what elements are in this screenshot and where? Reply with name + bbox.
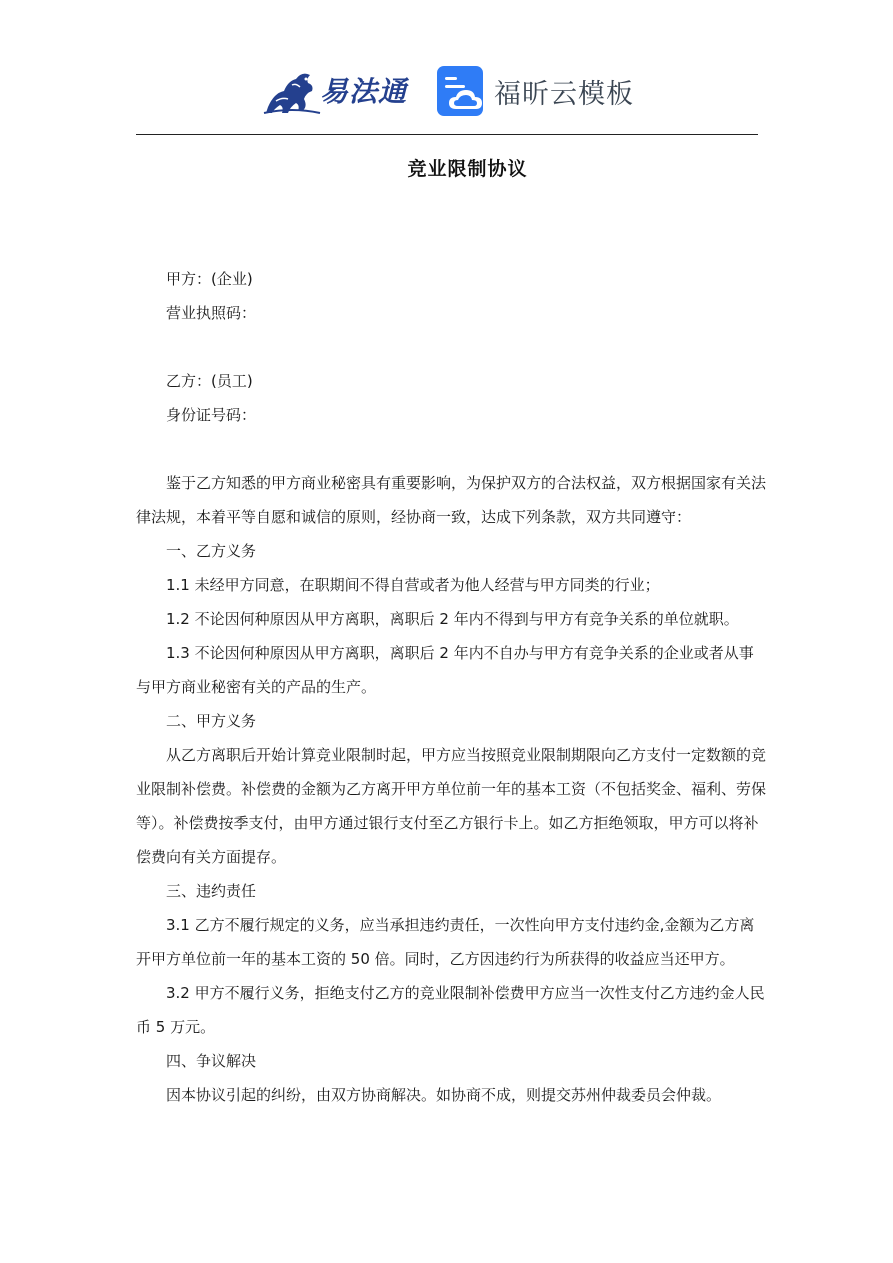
intro-paragraph: 鉴于乙方知悉的甲方商业秘密具有重要影响，为保护双方的合法权益，双方根据国家有关法律法规，本着平等自愿和诚信的原则，经协商一致，达成下列条款，双方共同遵守： bbox=[136, 474, 767, 526]
party-a-label: 甲方：(企业) bbox=[166, 270, 253, 288]
qilin-emblem-icon bbox=[262, 63, 322, 117]
clause-1-1: 1.1 未经甲方同意，在职期间不得自营或者为他人经营与甲方同类的行业； bbox=[166, 576, 660, 594]
yifatong-logo-text: 易法通 bbox=[320, 75, 408, 108]
clause-3-1: 3.1 乙方不履行规定的义务，应当承担违约责任，一次性向甲方支付违约金,金额为乙方离开甲方单位前一年的基本工资的 50 倍。同时，乙方因违约行为所获得的收益应当还甲方。 bbox=[136, 916, 755, 968]
party-a-license: 营业执照码： bbox=[166, 304, 257, 322]
fuxin-logo-text: 福昕云模板 bbox=[494, 78, 634, 110]
party-b-id: 身份证号码： bbox=[166, 406, 257, 424]
clause-1-2: 1.2 不论因何种原因从甲方离职，离职后 2 年内不得到与甲方有竞争关系的单位就职。 bbox=[166, 610, 739, 628]
section-3-heading: 三、违约责任 bbox=[166, 882, 257, 900]
section-2-body: 从乙方离职后开始计算竞业限制时起，甲方应当按照竞业限制期限向乙方支付一定数额的竞业限制补偿费。补偿费的金额为乙方离开甲方单位前一年的基本工资（不包括奖金、福利、劳保等）。补偿费按季支付，由甲方通过银行支付至乙方银行卡上。如乙方拒绝领取，甲方可以将补偿费向有关方面提存。 bbox=[136, 746, 767, 866]
clause-3-2: 3.2 甲方不履行义务，拒绝支付乙方的竞业限制补偿费甲方应当一次性支付乙方违约金人民币 5 万元。 bbox=[136, 984, 765, 1036]
section-4-body: 因本协议引起的纠纷，由双方协商解决。如协商不成，则提交苏州仲裁委员会仲裁。 bbox=[166, 1086, 722, 1104]
spacer bbox=[136, 330, 766, 364]
party-b-label: 乙方：(员工) bbox=[166, 372, 253, 390]
section-1-heading: 一、乙方义务 bbox=[166, 542, 257, 560]
section-2-heading: 二、甲方义务 bbox=[166, 712, 257, 730]
cloud-document-icon bbox=[436, 65, 486, 117]
page-header bbox=[0, 0, 893, 136]
section-4-heading: 四、争议解决 bbox=[166, 1052, 257, 1070]
document-title: 竞业限制协议 bbox=[407, 158, 528, 180]
spacer bbox=[136, 432, 766, 466]
fuxin-logo bbox=[436, 64, 634, 118]
clause-1-3: 1.3 不论因何种原因从甲方离职，离职后 2 年内不自办与甲方有竞争关系的企业或者从事与甲方商业秘密有关的产品的生产。 bbox=[136, 644, 754, 696]
document-body bbox=[136, 262, 766, 1112]
yifatong-logo bbox=[262, 62, 414, 118]
header-divider bbox=[136, 134, 758, 135]
